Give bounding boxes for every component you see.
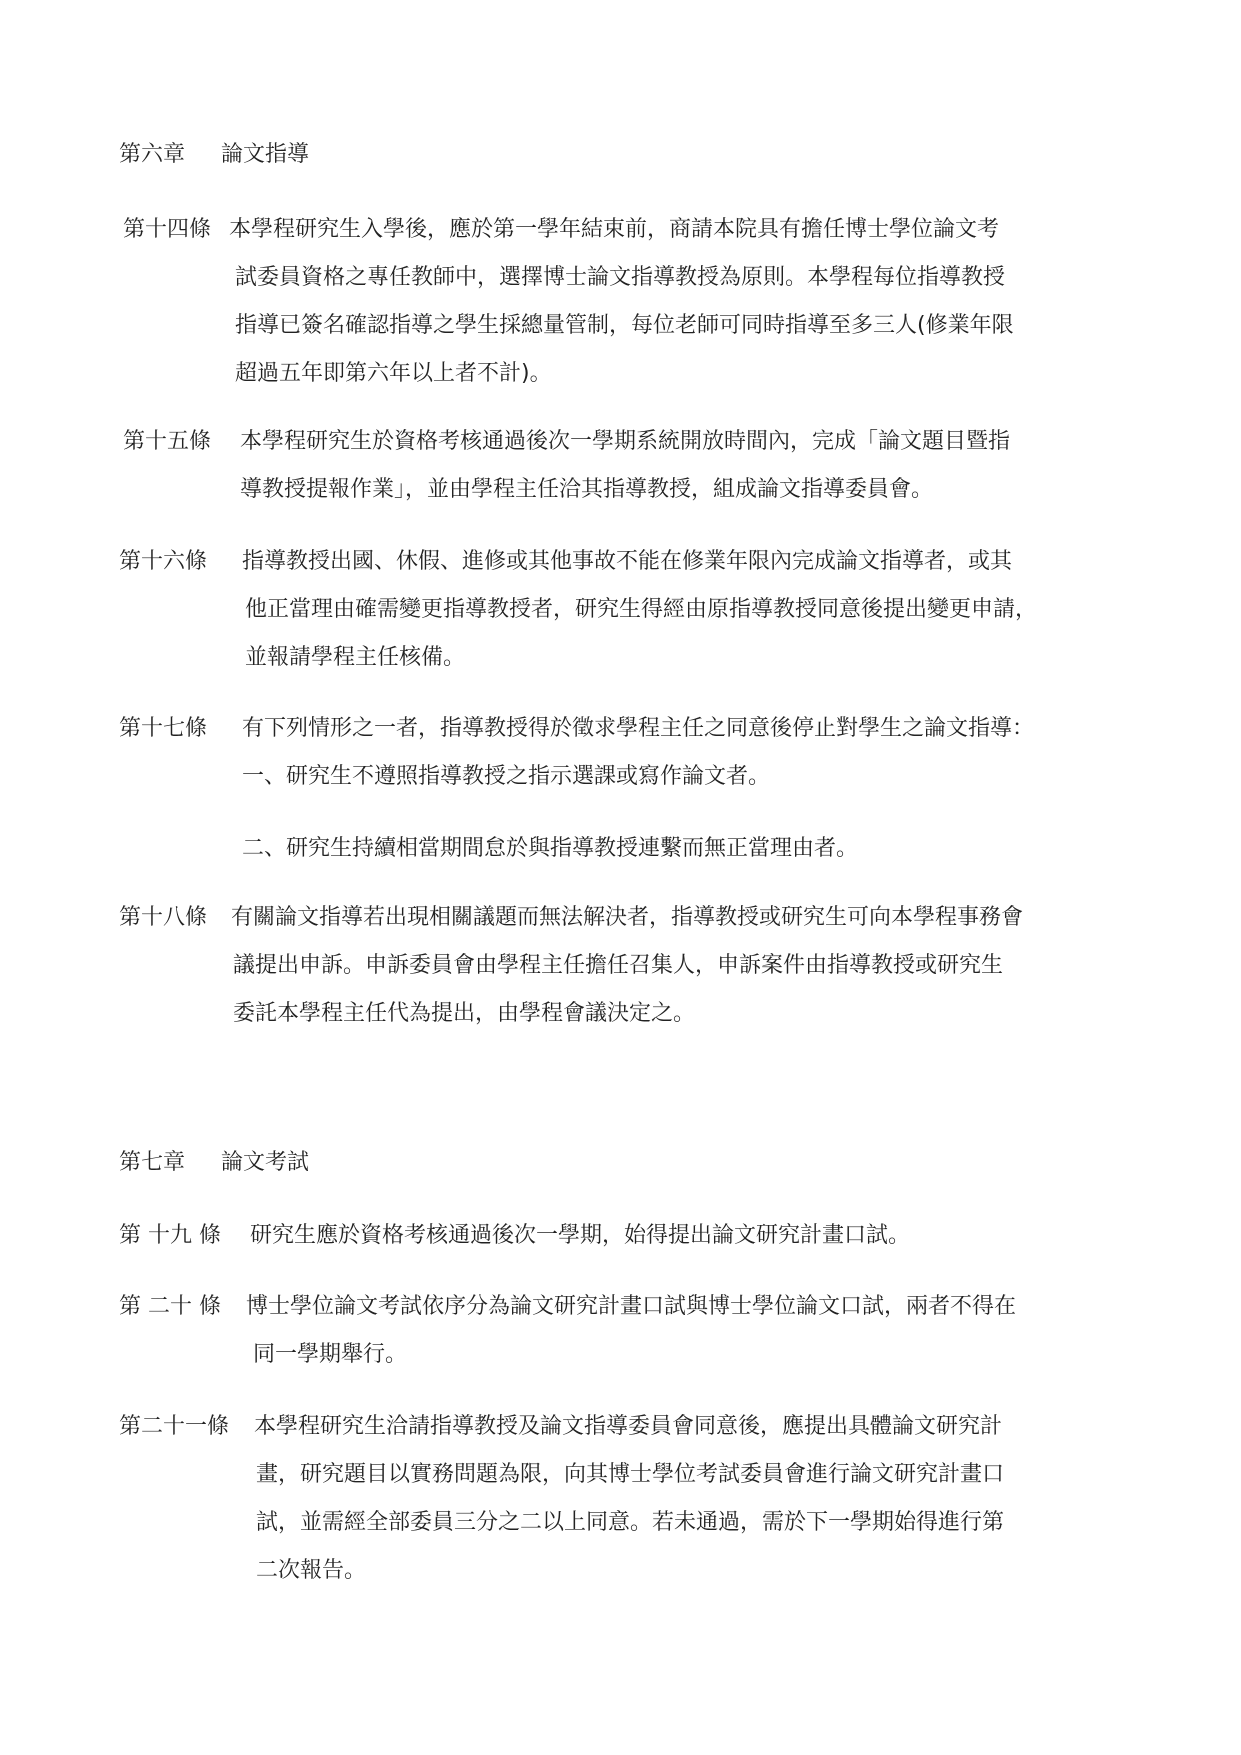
article-line: 本學程研究生洽請指導教授及論文指導委員會同意後，應提出具體論文研究計 [254, 1414, 1003, 1439]
article-line: 本學程研究生於資格考核通過後次一學期系統開放時間內，完成「論文題目暨指 [240, 429, 1011, 454]
article-line: 有關論文指導若出現相關議題而無法解決者，指導教授或研究生可向本學程事務會 [231, 905, 1024, 930]
article-line: 導教授提報作業」，並由學程主任洽其指導教授，組成論文指導委員會。 [240, 477, 934, 502]
article-body [240, 418, 1010, 514]
article-label: 第十七條 [119, 716, 208, 741]
article-line: 超過五年即第六年以上者不計)。 [235, 361, 552, 386]
article-body [229, 206, 1014, 398]
article-label: 第十八條 [119, 905, 208, 930]
article-line: 同一學期舉行。 [253, 1342, 408, 1367]
article-line: 並報請學程主任核備。 [245, 645, 466, 670]
article-line: 本學程研究生入學後，應於第一學年結束前，商請本院具有擔任博士學位論文考 [229, 217, 1000, 242]
article-label: 第 二十 條 [119, 1294, 221, 1319]
article-line: 試，並需經全部委員三分之二以上同意。若未通過，需於下一學期始得進行第 [256, 1510, 1005, 1535]
article-line: 研究生應於資格考核通過後次一學期，始得提出論文研究計畫口試。 [250, 1223, 911, 1248]
article-body [246, 1283, 1016, 1379]
article-line: 委託本學程主任代為提出，由學程會議決定之。 [233, 1001, 696, 1026]
article-line: 二次報告。 [256, 1558, 367, 1583]
article-line: 指導已簽名確認指導之學生採總量管制，每位老師可同時指導至多三人(修業年限 [235, 313, 1014, 338]
article-label: 第十四條 [123, 217, 212, 242]
article-line: 有下列情形之一者，指導教授得於徵求學程主任之同意後停止對學生之論文指導： [242, 716, 1035, 741]
article-line: 他正當理由確需變更指導教授者，研究生得經由原指導教授同意後提出變更申請， [245, 597, 1038, 622]
article-line: 博士學位論文考試依序分為論文研究計畫口試與博士學位論文口試，兩者不得在 [246, 1294, 1017, 1319]
article-label: 第十五條 [123, 429, 212, 454]
article-body [242, 538, 1037, 682]
article-body [250, 1212, 910, 1260]
chapter-title: 論文指導 [221, 142, 310, 167]
chapter-title: 論文考試 [221, 1150, 310, 1175]
chapter-heading [119, 140, 309, 170]
article-line: 二、研究生持續相當期間怠於與指導教授連繫而無正當理由者。 [242, 836, 859, 861]
article-body [231, 894, 1023, 1038]
article-label: 第二十一條 [119, 1414, 230, 1439]
chapter-number: 第六章 [119, 142, 186, 167]
article-line: 試委員資格之專任教師中，選擇博士論文指導教授為原則。本學程每位指導教授 [235, 265, 1006, 290]
article-line: 畫，研究題目以實務問題為限，向其博士學位考試委員會進行論文研究計畫口 [256, 1462, 1005, 1487]
chapter-number: 第七章 [119, 1150, 186, 1175]
chapter-heading [119, 1148, 309, 1178]
article-line: 指導教授出國、休假、進修或其他事故不能在修業年限內完成論文指導者，或其 [242, 549, 1013, 574]
article-body [242, 705, 1034, 873]
article-body [254, 1403, 1004, 1595]
article-label: 第十六條 [119, 549, 208, 574]
article-label: 第 十九 條 [119, 1223, 221, 1248]
article-line: 議提出申訴。申訴委員會由學程主任擔任召集人，申訴案件由指導教授或研究生 [233, 953, 1004, 978]
article-line: 一、研究生不遵照指導教授之指示選課或寫作論文者。 [242, 764, 771, 789]
